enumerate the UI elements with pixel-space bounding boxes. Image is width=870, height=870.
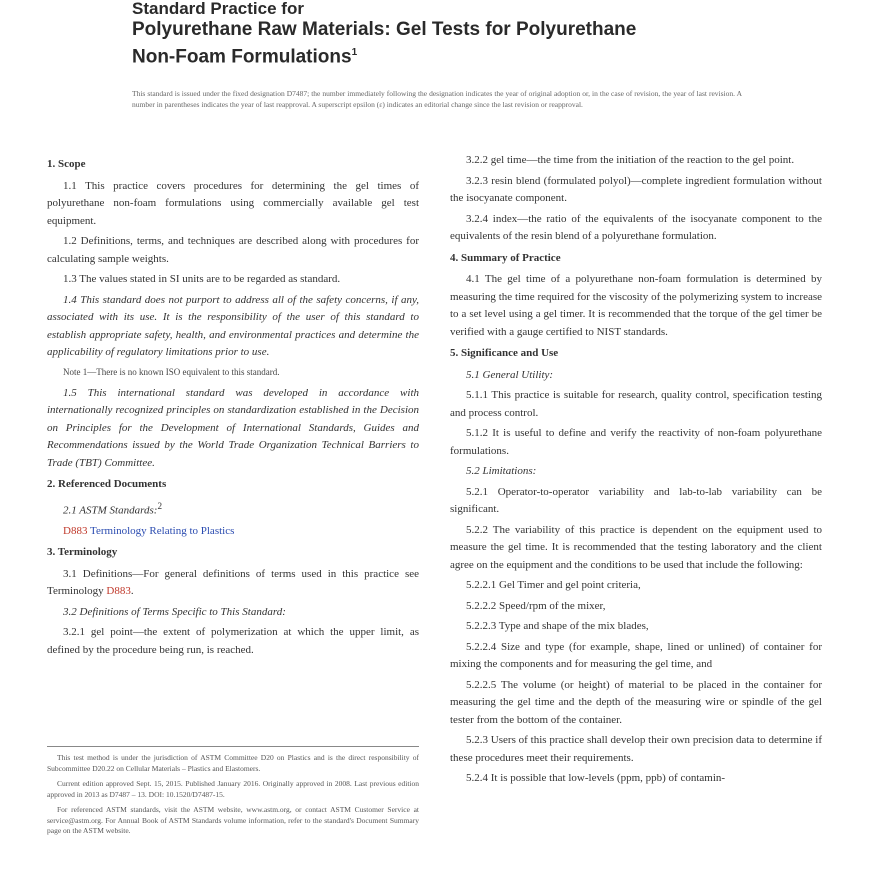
reference-d883[interactable]: [47, 523, 419, 541]
paragraph-5-2-1: 5.2.1 Operator-to-operator variability and lab-to-lab variability can be significant.: [450, 485, 822, 515]
footnote-1b: Current edition approved Sept. 15, 2015. Published January 2016. Originally approved in 2008. Last previous edition approved in 2013 as D7487 – 13. DOI: 10.1520/D7487-15.: [47, 779, 419, 799]
document-header: [132, 0, 772, 68]
paragraph-5-1-1: 5.1.1 This practice is suitable for research, quality control, specification testing and process control.: [450, 389, 822, 419]
paragraph-5-2-2-4: 5.2.2.4 Size and type (for example, shape, lined or unlined) of container for mixing the components and for measuring the gel time, and: [450, 640, 822, 670]
section-heading-scope: 1. Scope: [47, 158, 86, 170]
paragraph-1-4: 1.4 This standard does not purport to address all of the safety concerns, if any, associated with its use. It is the responsibility of the user of this standard to establish appropriate safety, health, and environmental practices and determine the applicability of regulatory limitations prior to use.: [47, 293, 419, 358]
footnote-2: For referenced ASTM standards, visit the ASTM website, www.astm.org, or contact ASTM Customer Service at service@astm.org. For Annual Book of ASTM Standards volume information, refer to the standard's Document Summary page on the ASTM website.: [47, 805, 419, 835]
designation-note: This standard is issued under the fixed designation D7487; the number immediately following the designation indicates the year of original adoption or, in the case of revision, the year of last revision. A number in parentheses indicates the year of last reapproval. A superscript epsilon (ε) indicates an editorial change since the last revision or reapproval.: [132, 89, 742, 109]
paragraph-4-1: 4.1 The gel time of a polyurethane non-foam formulation is determined by measuring the time required for the viscosity of the polymerizing system to increase to a set level using a gel timer. It is recommended that the torque of the gel timer be verified with a gauge certified to NIST standards.: [450, 273, 822, 338]
paragraph-3-2: 3.2 Definitions of Terms Specific to This Standard:: [63, 605, 286, 618]
paragraph-5-2: 5.2 Limitations:: [466, 465, 537, 477]
paragraph-3-2-2: 3.2.2 gel time—the time from the initiation of the reaction to the gel point.: [466, 154, 795, 166]
paragraph-5-2-2-2: 5.2.2.2 Speed/rpm of the mixer,: [466, 599, 606, 612]
section-heading-significance: 5. Significance and Use: [450, 347, 559, 359]
paragraph-5-2-4: 5.2.4 It is possible that low-levels (ppm, ppb) of contamin-: [466, 772, 726, 784]
paragraph-5-2-3: 5.2.3 Users of this practice shall develop their own precision data to determine if these procedures meet their requirements.: [450, 734, 822, 764]
paragraph-3-2-3: 3.2.3 resin blend (formulated polyol)—complete ingredient formulation without the isocyanate component.: [450, 174, 822, 204]
title-footnote-marker: 1: [351, 47, 358, 58]
paragraph-5-2-2: 5.2.2 The variability of this practice is dependent on the equipment used to measure the gel time. It is recommended that the testing laboratory and the client agree on the equipment and the conditions to be used that include the following:: [450, 523, 822, 571]
document-subtitle: Standard Practice for: [132, 0, 304, 18]
reference-code-link[interactable]: D883: [63, 524, 88, 537]
paragraph-2-1: 2.1 ASTM Standards:$^2$: [63, 500, 163, 517]
title-line-1: Polyurethane Raw Materials: Gel Tests for Polyurethane: [132, 19, 637, 40]
paragraph-1-1: 1.1 This practice covers procedures for determining the gel times of polyurethane non-foam formulations using commercially available gel test equipment.: [47, 179, 419, 227]
reference-title-link[interactable]: Terminology Relating to Plastics: [90, 524, 235, 537]
footnotes: [47, 746, 419, 842]
section-heading-summary: 4. Summary of Practice: [450, 251, 561, 264]
section-heading-referenced-documents: 2. Referenced Documents: [47, 478, 167, 490]
terminology-d883-link[interactable]: D883: [106, 585, 131, 598]
paragraph-3-1: 3.1 Definitions—For general definitions of terms used in this practice see Terminology D883.: [47, 567, 419, 598]
paragraph-5-2-2-3: 5.2.2.3 Type and shape of the mix blades,: [466, 620, 649, 632]
paragraph-5-1: 5.1 General Utility:: [466, 368, 554, 381]
footnote-marker-2: 2: [157, 500, 163, 511]
paragraph-1-5: 1.5 This international standard was developed in accordance with internationally recognized principles on standardization established in the Decision on Principles for the Development of International Standards, Guides and Recommendations issued by the World Trade Organization Technical Barriers to Trade (TBT) Committee.: [47, 386, 419, 469]
paragraph-1-2: 1.2 Definitions, terms, and techniques are described along with procedures for calculating sample weights.: [47, 235, 419, 265]
document-title: [132, 18, 772, 68]
footnote-1: This test method is under the jurisdiction of ASTM Committee D20 on Plastics and is the direct responsibility of Subcommittee D20.22 on Cellular Materials – Plastics and Elastomers.: [47, 753, 419, 773]
right-column: [450, 152, 822, 791]
paragraph-5-2-2-1: 5.2.2.1 Gel Timer and gel point criteria,: [466, 579, 641, 591]
paragraph-3-2-4: 3.2.4 index—the ratio of the equivalents of the isocyanate component to the equivalents of the resin blend of a polyurethane formulation.: [450, 212, 822, 242]
paragraph-5-1-2: 5.1.2 It is useful to define and verify the reactivity of non-foam polyurethane formulations.: [450, 427, 822, 457]
paragraph-1-3: 1.3 The values stated in SI units are to be regarded as standard.: [63, 273, 341, 285]
note-1: Note 1—There is no known ISO equivalent to this standard.: [63, 366, 280, 377]
title-line-2: Non-Foam Formulations: [132, 46, 352, 68]
paragraph-3-2-1: 3.2.1 gel point—the extent of polymerization at which the upper limit, as defined by the procedure being run, is reached.: [47, 626, 419, 656]
section-heading-terminology: 3. Terminology: [47, 546, 118, 559]
paragraph-5-2-2-5: 5.2.2.5 The volume (or height) of material to be placed in the container for measuring the gel time and the depth of the measuring wire or spindle of the gel tester from the bottom of the container.: [450, 678, 822, 726]
left-column: [47, 152, 419, 662]
